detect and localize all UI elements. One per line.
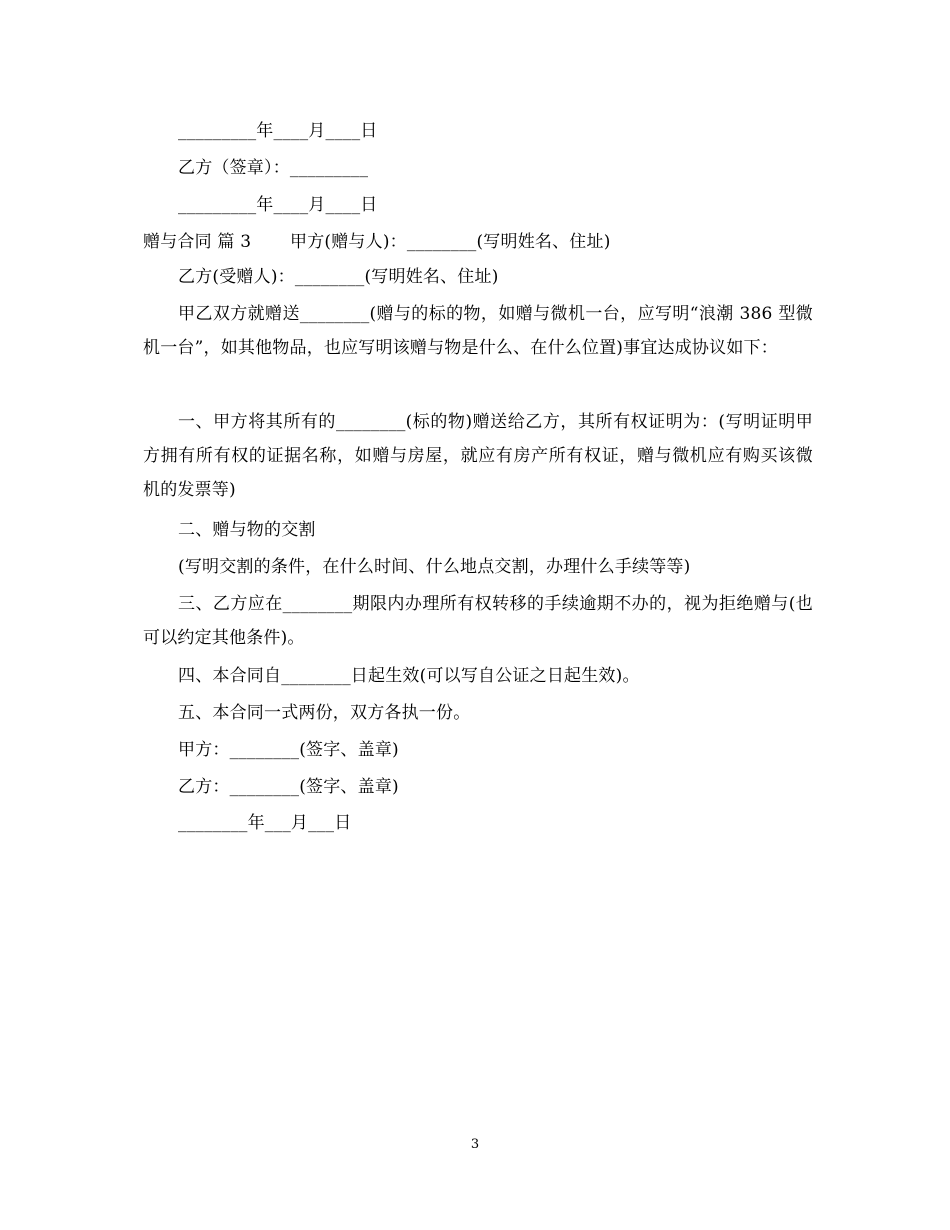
date-line: _________年____月____日 (178, 121, 378, 141)
section-heading: 赠与合同 篇 3 (143, 232, 252, 252)
clause-1-paragraph: 一、甲方将其所有的________(标的物)赠送给乙方，其所有权证明为：(写明证明甲方拥有所有权的证据名称，如赠与房屋，就应有房产所有权证，赠与微机应有购买该微机的发票等) (143, 412, 813, 500)
signature-party-a: 甲方：________(签字、盖章) (178, 740, 399, 760)
party-b-line: 乙方(受赠人)：________(写明姓名、住址) (178, 267, 499, 287)
clause-3-paragraph: 三、乙方应在________期限内办理所有权转移的手续逾期不办的，视为拒绝赠与(也可以约定其他条件)。 (143, 594, 813, 648)
date-line: _________年____月____日 (178, 195, 378, 215)
date-line: ________年___月___日 (178, 813, 352, 833)
intro-paragraph: 甲乙双方就赠送________(赠与的标的物，如赠与微机一台，应写明“浪潮 386 型微机一台”，如其他物品，也应写明该赠与物是什么、在什么位置)事宜达成协议如下： (143, 304, 813, 358)
party-a-line: 甲方(赠与人)：________(写明姓名、住址) (290, 232, 611, 252)
clause-2-body: (写明交割的条件，在什么时间、什么地点交割，办理什么手续等等) (178, 557, 691, 577)
clause-5-line: 五、本合同一式两份，双方各执一份。 (178, 703, 471, 723)
clause-2-title: 二、赠与物的交割 (178, 520, 316, 540)
page-number: 3 (470, 1137, 480, 1152)
clause-4-line: 四、本合同自________日起生效(可以写自公证之日起生效)。 (178, 666, 640, 686)
signature-party-b: 乙方：________(签字、盖章) (178, 777, 399, 797)
party-b-seal-line: 乙方（签章）：_________ (178, 158, 369, 178)
